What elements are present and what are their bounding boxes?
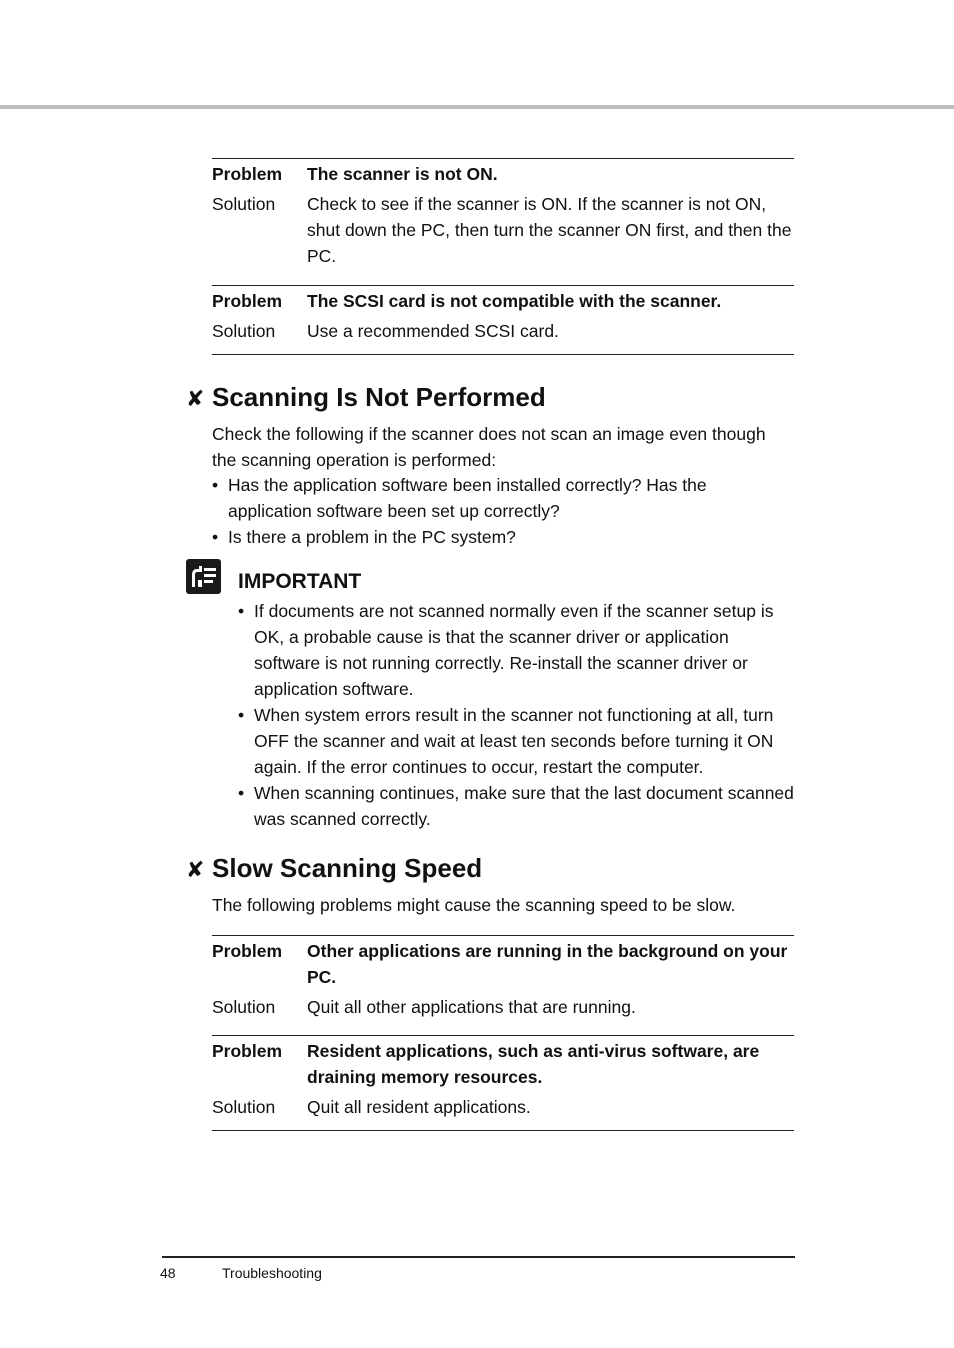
- solution-text: Use a recommended SCSI card.: [307, 321, 559, 341]
- problem-text: Resident applications, such as anti-virus software, are draining memory resources.: [307, 1041, 760, 1087]
- heading-text: Slow Scanning Speed: [212, 853, 483, 883]
- footer-rule: [162, 1256, 795, 1258]
- top-rule: [0, 105, 954, 109]
- list-item: • If documents are not scanned normally even if the scanner setup is OK, a probable cause is that the scanner driver or application software is not running correctly. Re-install the scanner driver or application software.: [238, 601, 774, 699]
- scanning-intro: Check the following if the scanner does not scan an image even though the scanning operation is performed:: [212, 424, 766, 470]
- list-item: • Has the application software been installed correctly? Has the application software been set up correctly?: [212, 475, 707, 521]
- x-mark-icon: ✘: [186, 386, 205, 411]
- heading-text: Scanning Is Not Performed: [212, 382, 546, 412]
- solution-text: Check to see if the scanner is ON. If the scanner is not ON, shut down the PC, then turn the scanner ON first, and then the PC.: [307, 194, 792, 266]
- footer-section-title: Troubleshooting: [222, 1265, 322, 1281]
- scanning-bullet-list: [212, 472, 794, 550]
- important-bullet-list: [238, 598, 794, 832]
- solution-label: Solution: [212, 321, 276, 341]
- solution-label: Solution: [212, 194, 276, 214]
- problem-text: Other applications are running in the background on your PC.: [307, 941, 788, 987]
- solution-text: Quit all other applications that are running.: [307, 997, 636, 1017]
- section-heading-scanning: [186, 382, 546, 414]
- problem-solution-block: [212, 158, 794, 285]
- list-item: • When system errors result in the scanner not functioning at all, turn OFF the scanner and wait at least ten seconds before turning it ON again. If the error continues to occur, restart the computer.: [238, 705, 774, 777]
- important-title: IMPORTANT: [238, 570, 362, 593]
- problem-label: Problem: [212, 164, 283, 184]
- problem-solution-block: [212, 285, 794, 355]
- important-icon: [186, 559, 221, 594]
- problem-solution-block: [212, 935, 794, 1035]
- problem-label: Problem: [212, 1041, 283, 1061]
- list-item: • When scanning continues, make sure that the last document scanned was scanned correctly.: [238, 783, 794, 829]
- x-mark-icon: ✘: [186, 857, 205, 882]
- problem-text: The scanner is not ON.: [307, 164, 498, 184]
- solution-label: Solution: [212, 997, 276, 1017]
- solution-text: Quit all resident applications.: [307, 1097, 531, 1117]
- list-item: • Is there a problem in the PC system?: [212, 527, 516, 547]
- problem-text: The SCSI card is not compatible with the scanner.: [307, 291, 722, 311]
- problem-label: Problem: [212, 291, 283, 311]
- section-heading-slow: [186, 853, 482, 885]
- problem-solution-block: [212, 1035, 794, 1131]
- page-number: 48: [160, 1265, 176, 1281]
- slow-intro: The following problems might cause the scanning speed to be slow.: [212, 895, 736, 915]
- problem-label: Problem: [212, 941, 283, 961]
- solution-label: Solution: [212, 1097, 276, 1117]
